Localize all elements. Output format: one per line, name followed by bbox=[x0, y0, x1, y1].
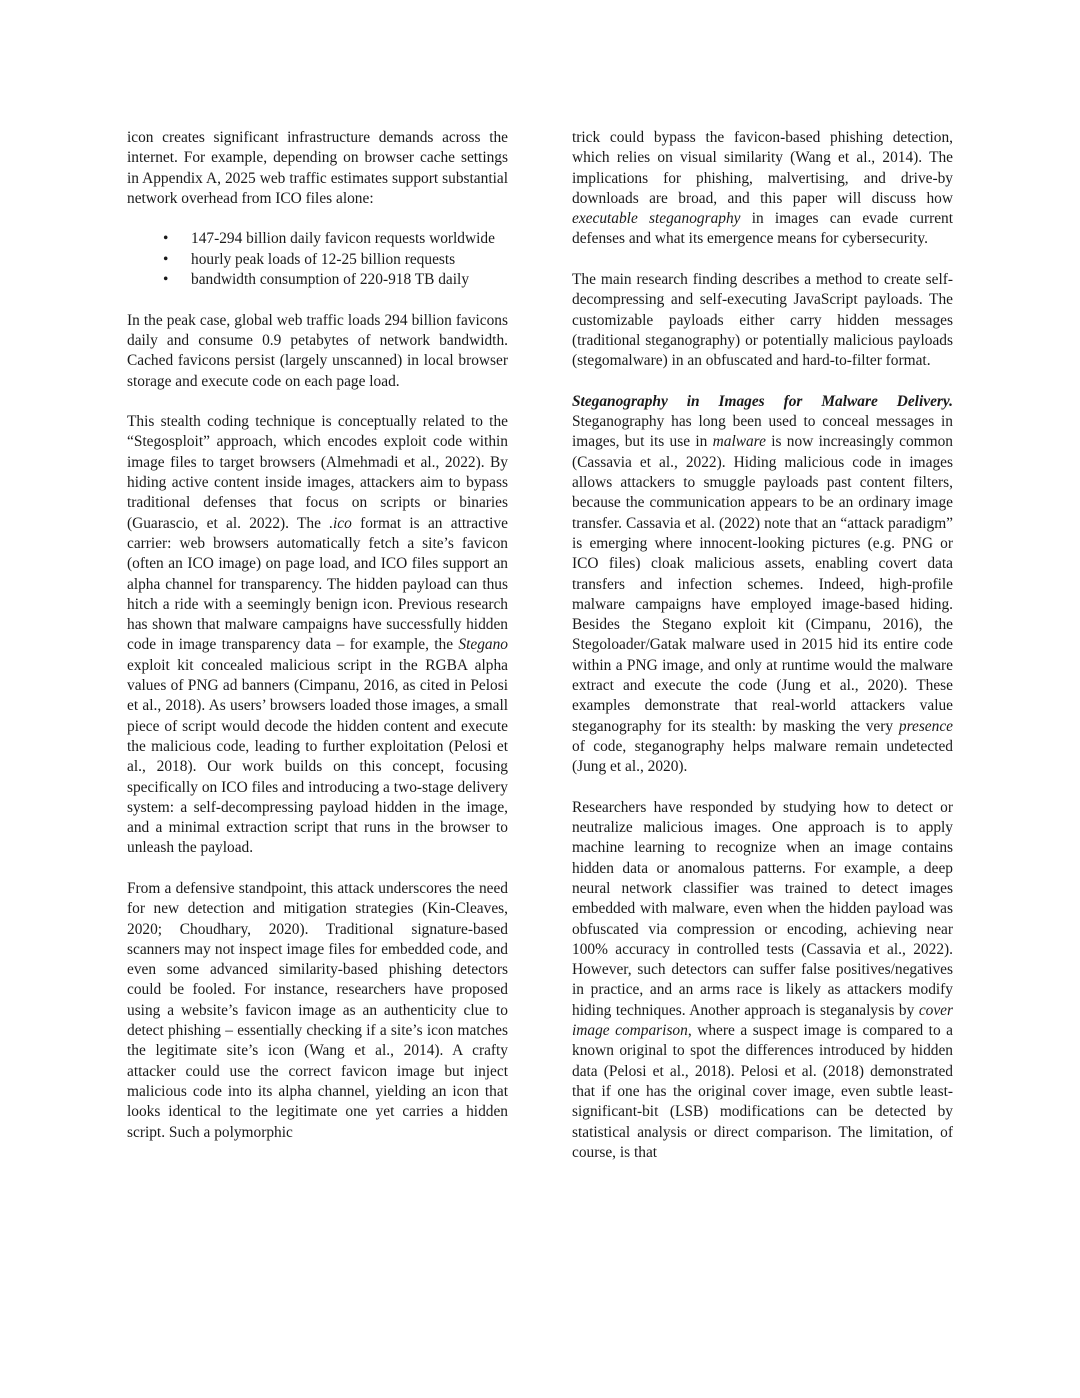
paragraph: From a defensive standpoint, this attack underscores the need for new detection and mitigation strategies (Kin-Cleaves, 2020; Choudhary, 2020). Traditional signature-based scanners may not inspect image files for embedded code, and even some advanced similarity-based phishing detectors could be fooled. For instance, researchers have proposed using a website’s favicon image as an authenticity clue to detect phishing – essentially checking if a site’s icon matches the legitimate site’s icon (Wang et al., 2014). A crafty attacker could use the correct favicon image but inject malicious code into its alpha channel, yielding an icon that looks identical to the legitimate one yet carries a hidden script. Such a polymorphic bbox=[127, 879, 508, 1141]
left-column bbox=[127, 128, 508, 1143]
bullet-item: • 147-294 billion daily favicon requests worldwide bbox=[191, 229, 508, 249]
text-run: , where a suspect image is compared to a known original to spot the differences introduced by hidden data (Pelosi et al., 2018). Pelosi et al. (2018) demonstrated that if one has the original cover image, even subtle least-significant-bit (LSB) modifications can be detected by statistical analysis or direct comparison. The limitation, of course, is that bbox=[572, 1022, 953, 1161]
emphasis-text: Stegano bbox=[458, 636, 508, 654]
paragraph bbox=[127, 412, 508, 859]
paragraph: icon creates significant infrastructure demands across the internet. For example, depending on browser cache settings in Appendix A, 2025 web traffic estimates support substantial network overhead from ICO files alone: bbox=[127, 129, 508, 207]
text-run: exploit kit concealed malicious script in the RGBA alpha values of PNG ad banners (Cimpanu, 2016, as cited in Pelosi et al., 2018). As users’ browsers loaded those images, a small piece of script would decode the hidden content and execute the malicious code, leading to further exploitation (Pelosi et al., 2018). Our work builds on this concept, focusing specifically on ICO files and introducing a two-stage delivery system: a self-decompressing payload hidden in the image, and a minimal extraction script that runs in the browser to unleash the payload. bbox=[127, 656, 508, 857]
text-run: of code, steganography helps malware remain undetected (Jung et al., 2020). bbox=[572, 737, 953, 776]
bullet-item: • hourly peak loads of 12-25 billion requests bbox=[191, 250, 508, 270]
emphasis-text: cover image comparison bbox=[572, 1001, 953, 1040]
text-run: Researchers have responded by studying how to detect or neutralize malicious images. One approach is to apply machine learning to recognize when an image contains hidden data or anomalous patterns. For example, a deep neural network classifier was trained to detect images embedded with malware, even when the hidden payload was obfuscated via compression or encoding, achieving near 100% accuracy in controlled tests (Cassavia et al., 2022). However, such detectors can suffer false positives/negatives in practice, and an arms race is likely as attackers modify hiding techniques. Another approach is steganalysis by bbox=[572, 798, 953, 1019]
right-column bbox=[572, 128, 953, 1163]
text-run: is now increasingly common (Cassavia et al., 2022). Hiding malicious code in images allows attackers to smuggle payloads past content filters, because the communication appears to be an ordinary image transfer. Cassavia et al. (2022) note that an “attack paradigm” is emerging where innocent-looking pictures (e.g. PNG or ICO files) cloak malicious assets, enabling covert data transfers and infection schemes. Indeed, high-profile malware campaigns have employed image-based hiding. Besides the Stegano exploit kit (Cimpanu, 2016), the Stegoloader/Gatak malware used in 2015 hid its entire code within a PNG image, and only at runtime would the malware extract and execute the code (Jung et al., 2020). These examples demonstrate that real-world attackers value steganography for its stealth: by masking the very bbox=[572, 433, 953, 735]
emphasis-text: malware bbox=[712, 433, 766, 451]
section-heading: Steganography in Images for Malware Delivery. bbox=[572, 392, 953, 410]
paragraph: The main research finding describes a method to create self-decompressing and self-executing JavaScript payloads. The customizable payloads either carry hidden messages (traditional steganography) or potentially malicious payloads (stegomalware) in an obfuscated and hard-to-filter format. bbox=[572, 271, 953, 370]
paragraph: In the peak case, global web traffic loads 294 billion favicons daily and consume 0.9 petabytes of network bandwidth. Cached favicons persist (largely unscanned) in local browser storage and execute code on each page load. bbox=[127, 311, 508, 390]
text-run: Steganography has long been used to conceal messages in images, but its use in bbox=[572, 413, 953, 451]
text-run: trick could bypass the favicon-based phishing detection, which relies on visual similarity (Wang et al., 2014). The implications for phishing, malvertising, and drive-by downloads are broad, and this paper will discuss how bbox=[572, 129, 953, 207]
emphasis-text: .ico bbox=[329, 514, 352, 532]
emphasis-text: presence bbox=[898, 717, 953, 735]
paragraph bbox=[572, 128, 953, 250]
text-run: This stealth coding technique is conceptually related to the “Stegosploit” approach, which encodes exploit code within image files to target browsers (Almehmadi et al., 2022). By hiding active content inside images, attackers aim to bypass traditional defenses that focus on scripts or binaries (Guarascio, et al. 2022). The bbox=[127, 413, 508, 532]
bullet-list bbox=[127, 229, 508, 290]
text-run: format is an attractive carrier: web browsers automatically fetch a site’s favicon (often an ICO image) on page load, and ICO files support an alpha channel for transparency. The hidden payload can thus hitch a ride with a seemingly benign icon. Previous research has shown that malware campaigns have successfully hidden code in image transparency data – for example, the bbox=[127, 514, 508, 654]
text-run: in images can evade current defenses and what its emergence means for cybersecurity. bbox=[572, 210, 953, 248]
bullet-item: • bandwidth consumption of 220-918 TB daily bbox=[191, 270, 508, 290]
emphasis-text: executable steganography bbox=[572, 210, 741, 228]
paragraph bbox=[572, 798, 953, 1163]
paragraph bbox=[572, 392, 953, 778]
